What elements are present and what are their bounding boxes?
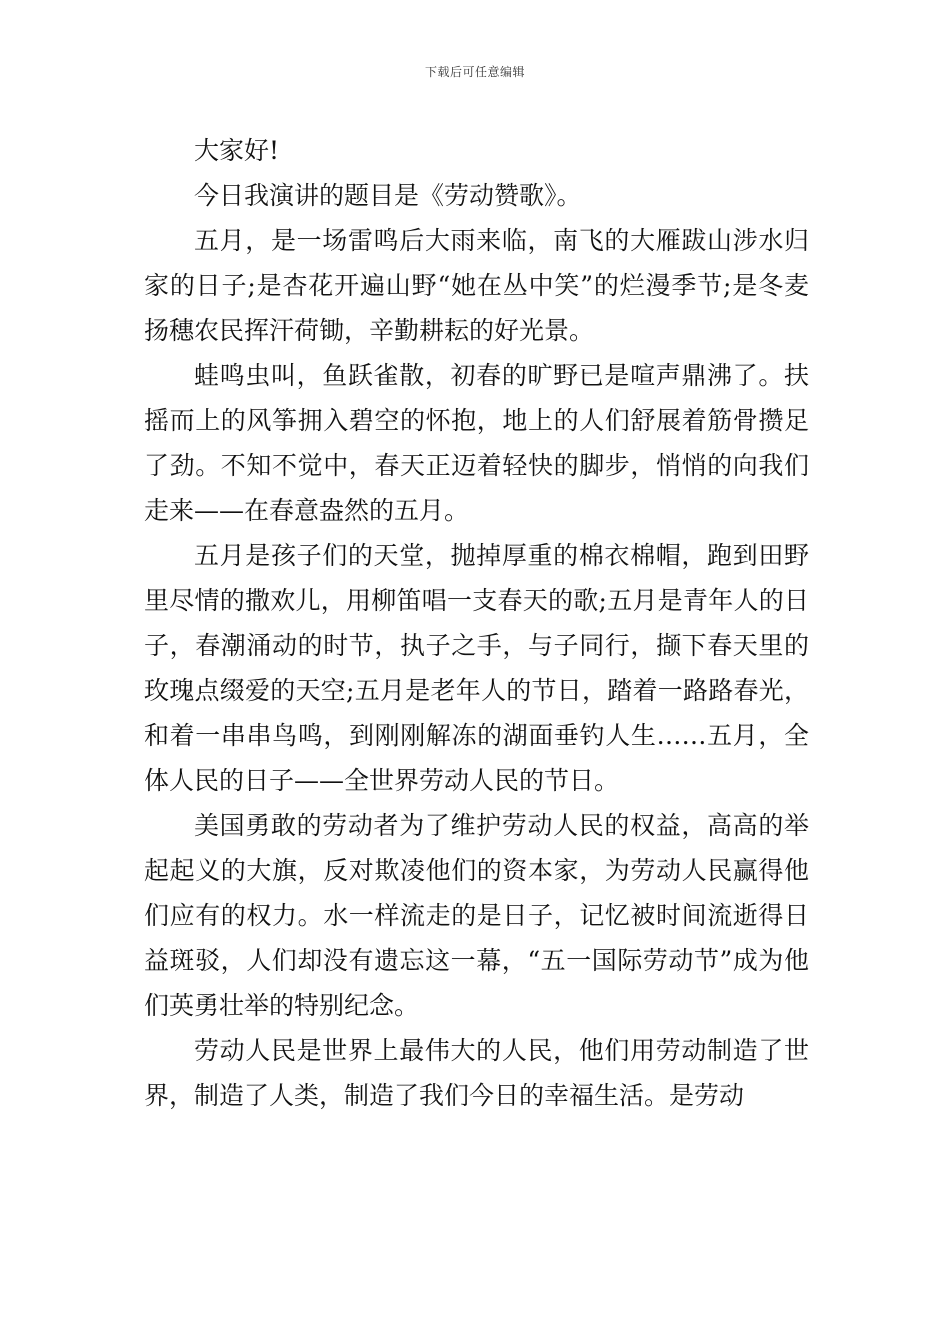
page-header: 下载后可任意编辑 — [424, 65, 525, 79]
speech-body — [144, 128, 809, 1118]
paragraph-may-people: 五月是孩子们的天堂，抛掉厚重的棉衣棉帽，跑到田野里尽情的撒欢儿，用柳笛唱一支春天的歌;五月是青年人的日子，春潮涌动的时节，执子之手，与子同行，撷下春天里的玫瑰点缀爱的天空;五月是老年人的节日，踏着一路路春光，和着一串串鸟鸣，到刚刚解冻的湖面垂钓人生……五月，全体人民的日子——全世界劳动人民的节日。 — [144, 541, 809, 795]
paragraph-spring: 蛙鸣虫叫，鱼跃雀散，初春的旷野已是喧声鼎沸了。扶摇而上的风筝拥入碧空的怀抱，地上的人们舒展着筋骨攒足了劲。不知不觉中，春天正迈着轻快的脚步，悄悄的向我们走来——在春意盎然的五月。 — [144, 361, 809, 525]
paragraph-labor-people: 劳动人民是世界上最伟大的人民，他们用劳动制造了世界，制造了人类，制造了我们今日的幸福生活。是劳动 — [144, 1036, 809, 1110]
paragraph-greeting: 大家好! — [194, 136, 280, 165]
paragraph-title-intro: 今日我演讲的题目是《劳动赞歌》。 — [194, 181, 582, 210]
paragraph-may-intro: 五月，是一场雷鸣后大雨来临，南飞的大雁跋山涉水归家的日子;是杏花开遍山野“她在丛中笑”的烂漫季节;是冬麦扬穗农民挥汗荷锄，辛勤耕耘的好光景。 — [144, 226, 809, 345]
paragraph-history: 美国勇敢的劳动者为了维护劳动人民的权益，高高的举起起义的大旗，反对欺凌他们的资本家，为劳动人民赢得他们应有的权力。水一样流走的是日子，记忆被时间流逝得日益斑驳，人们却没有遗忘这一幕，“五一国际劳动节”成为他们英勇壮举的特别纪念。 — [144, 811, 809, 1020]
